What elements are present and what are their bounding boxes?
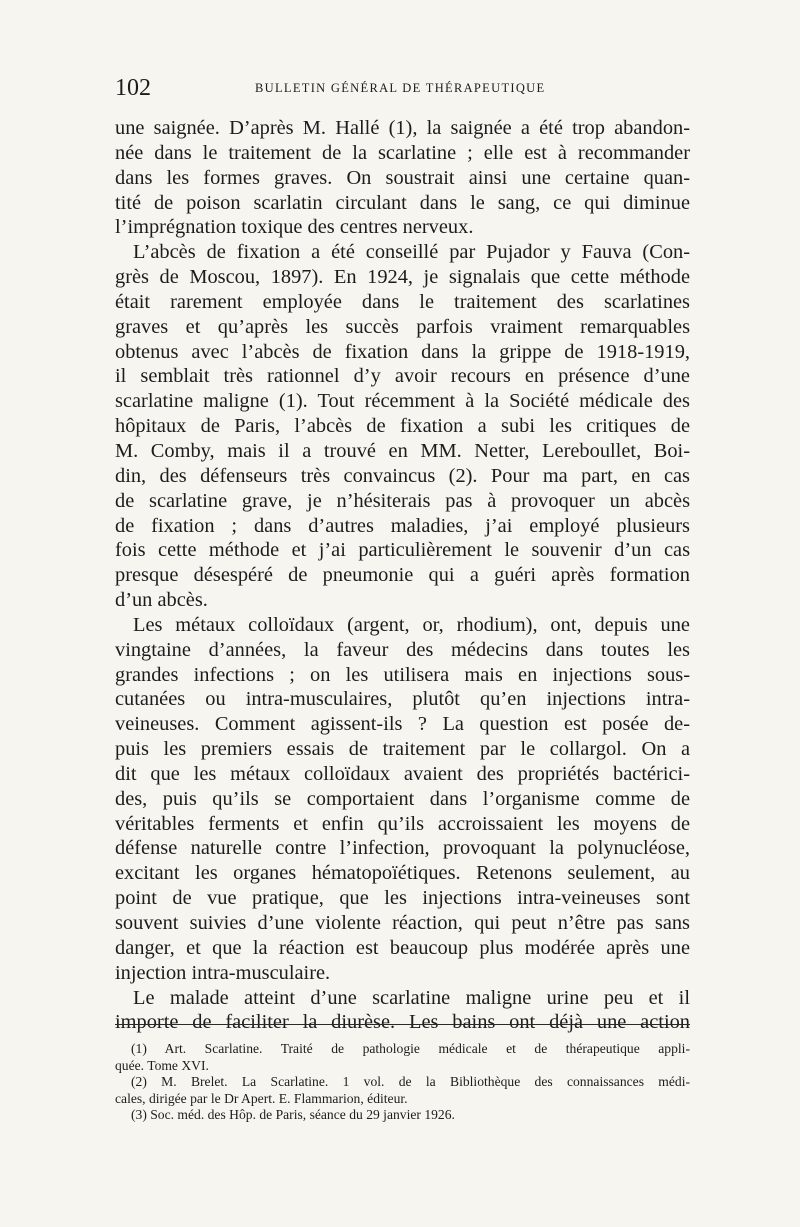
text-line: défense naturelle contre l’infection, provoquant la polynucléose, — [115, 837, 690, 860]
text-line: vingtaine d’années, la faveur des médecins dans toutes les — [115, 638, 690, 661]
footnote — [115, 1074, 690, 1107]
text-line: M. Comby, mais il a trouvé en MM. Netter, Lereboullet, Boi- — [115, 439, 690, 462]
footnote-line: (1) Art. Scarlatine. Traité de pathologie médicale et de thérapeutique appli- — [131, 1041, 690, 1056]
text-line: cutanées ou intra-musculaires, plutôt qu’en injections intra- — [115, 688, 690, 711]
text-line: grandes infections ; on les utilisera mais en injections sous- — [115, 663, 690, 686]
text-line: de scarlatine grave, je n’hésiterais pas à provoquer un abcès — [115, 489, 690, 512]
text-line: danger, et que la réaction est beaucoup plus modérée après une — [115, 936, 690, 959]
text-line: des, puis qu’ils se comportaient dans l’organisme comme de — [115, 787, 690, 810]
footnote — [115, 1107, 690, 1124]
text-line: presque désespéré de pneumonie qui a guéri après formation — [115, 564, 690, 587]
footnote-line: (2) M. Brelet. La Scarlatine. 1 vol. de la Bibliothèque des connaissances médi- — [131, 1074, 690, 1090]
running-title: BULLETIN GÉNÉRAL DE THÉRAPEUTIQUE — [255, 81, 546, 95]
text-line: l’imprégnation toxique des centres nerveux. — [115, 216, 474, 239]
text-line: L’abcès de fixation a été conseillé par Pujador y Fauva (Con- — [133, 241, 690, 264]
text-line: dans les formes graves. On soustrait ainsi une certaine quan- — [115, 166, 690, 189]
text-line: scarlatine maligne (1). Tout récemment à la Société médicale des — [115, 390, 690, 413]
text-line: souvent suivies d’une violente réaction, qui peut n’être pas sans — [115, 912, 690, 934]
footnote-line: (3) Soc. méd. des Hôp. de Paris, séance du 29 janvier 1926. — [131, 1107, 455, 1123]
text-line: excitant les organes hématopoïétiques. Retenons seulement, au — [115, 862, 690, 885]
text-line: hôpitaux de Paris, l’abcès de fixation a subi les critiques de — [115, 415, 690, 438]
text-line: graves et qu’après les succès parfois vraiment remarquables — [115, 315, 690, 338]
body-text — [115, 116, 690, 1035]
text-line: dit que les métaux colloïdaux avaient des propriétés bactérici- — [115, 762, 690, 785]
footnote — [115, 1041, 690, 1074]
page-number: 102 — [115, 75, 151, 101]
text-line: obtenus avec l’abcès de fixation dans la grippe de 1918-1919, — [115, 340, 690, 363]
text-line: il semblait très rationnel d’y avoir recours en présence d’une — [115, 365, 690, 388]
text-line: Le malade atteint d’une scarlatine maligne urine peu et il — [133, 986, 690, 1009]
page-header — [115, 74, 690, 102]
text-line: injection intra-musculaire. — [115, 961, 331, 984]
footnotes — [115, 1041, 690, 1124]
text-line: née dans le traitement de la scarlatine ; elle est à recommander — [115, 141, 690, 164]
text-line: importe de faciliter la diurèse. Les bains ont déjà une action — [115, 1011, 690, 1034]
text-line: grès de Moscou, 1897). En 1924, je signalais que cette méthode — [115, 266, 690, 289]
footnote-line: quée. Tome XVI. — [115, 1057, 209, 1073]
text-line: fois cette méthode et j’ai particulièrement le souvenir d’un cas — [115, 539, 690, 562]
footnote-line: cales, dirigée par le Dr Apert. E. Flammarion, éditeur. — [115, 1090, 408, 1106]
text-line: tité de poison scarlatin circulant dans le sang, ce qui diminue — [115, 191, 690, 214]
footnote-divider — [115, 1024, 690, 1025]
text-line: point de vue pratique, que les injections intra-veineuses sont — [115, 887, 690, 910]
text-line: de fixation ; dans d’autres maladies, j’ai employé plusieurs — [115, 514, 690, 537]
text-line: din, des défenseurs très convaincus (2). Pour ma part, en cas — [115, 464, 690, 487]
text-line: était rarement employée dans le traitement des scarlatines — [115, 290, 690, 313]
text-line: une saignée. D’après M. Hallé (1), la saignée a été trop abandon- — [115, 117, 690, 139]
text-line: véritables ferments et enfin qu’ils accroissaient les moyens de — [115, 812, 690, 835]
text-line: veineuses. Comment agissent-ils ? La question est posée de- — [115, 713, 690, 736]
text-line: Les métaux colloïdaux (argent, or, rhodium), ont, depuis une — [133, 613, 690, 636]
text-line: puis les premiers essais de traitement par le collargol. On a — [115, 738, 690, 761]
text-line: d’un abcès. — [115, 589, 208, 612]
